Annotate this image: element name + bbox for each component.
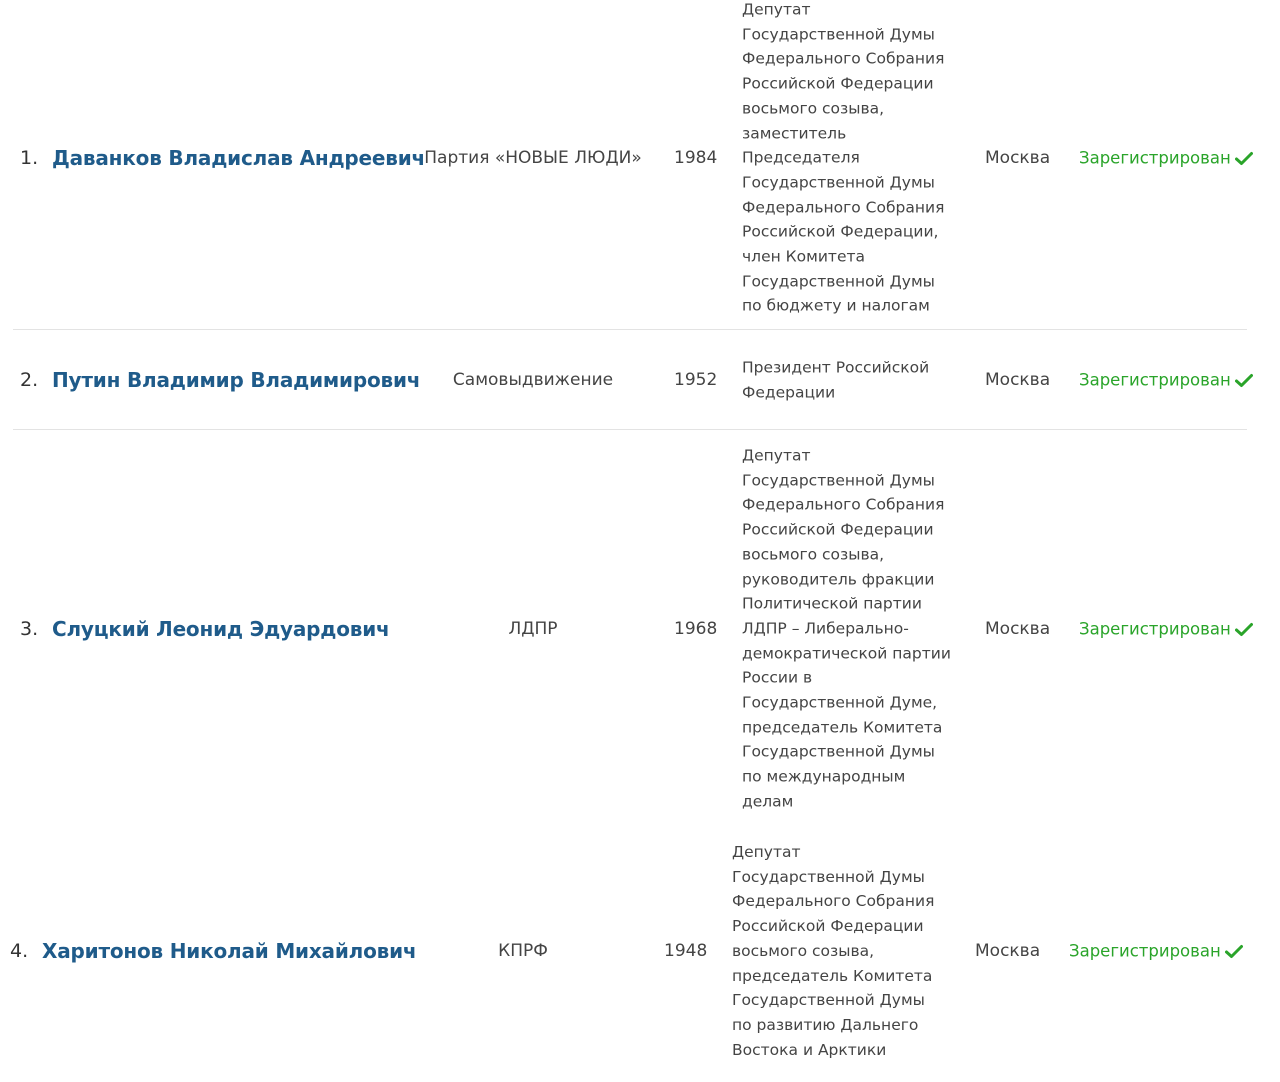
- candidate-status: [1079, 620, 1253, 639]
- candidate-row: [0, 838, 1280, 1064]
- candidate-name-link[interactable]: Даванков Владислав Андреевич: [52, 146, 426, 170]
- candidate-position: Депутат Государственной Думы Федерального Собрания Российской Федерации восьмого созыва, председатель Комитета Государственной Думы по развитию Дальнего Востока и Арктики: [732, 842, 935, 1059]
- row-number: 3.: [20, 618, 39, 640]
- check-icon: [1235, 151, 1253, 165]
- candidate-status: [1079, 149, 1253, 168]
- candidate-birth-year: 1948: [664, 941, 708, 961]
- candidate-party: ЛДПР: [508, 619, 558, 639]
- candidate-row: [0, 330, 1280, 430]
- candidate-position: Депутат Государственной Думы Федерального Собрания Российской Федерации восьмого созыва, заместитель Председателя Государственной Думы Федерального Собрания Российской Федерации, член Комитета Государственной Думы по бюджету и налогам: [742, 0, 945, 315]
- candidate-row: [0, 446, 1280, 811]
- status-label: Зарегистрирован: [1079, 370, 1231, 390]
- candidate-row: [0, 0, 1280, 316]
- candidate-city: Москва: [985, 148, 1051, 168]
- candidate-city: Москва: [985, 619, 1051, 639]
- status-label: Зарегистрирован: [1069, 941, 1221, 961]
- candidate-position: Депутат Государственной Думы Федерального Собрания Российской Федерации восьмого созыва, руководитель фракции Политической партии ЛДПР – Либерально-демократической партии России в Государственной Думе, председатель Комитета Государственной Думы по международным делам: [742, 446, 951, 811]
- candidate-party: Самовыдвижение: [452, 370, 614, 390]
- check-icon: [1225, 944, 1243, 958]
- candidate-birth-year: 1952: [674, 370, 718, 390]
- candidate-name-link[interactable]: Харитонов Николай Михайлович: [42, 939, 417, 963]
- candidate-party: КПРФ: [498, 941, 548, 961]
- candidate-birth-year: 1968: [674, 619, 718, 639]
- candidate-name-link[interactable]: Слуцкий Леонид Эдуардович: [52, 617, 390, 641]
- candidate-party: Партия «НОВЫЕ ЛЮДИ»: [424, 148, 642, 168]
- check-icon: [1235, 373, 1253, 387]
- row-divider: [13, 429, 1247, 430]
- row-number: 2.: [20, 369, 39, 391]
- check-icon: [1235, 622, 1253, 636]
- row-number: 4.: [10, 940, 29, 962]
- candidate-status: [1069, 942, 1243, 961]
- row-number: 1.: [20, 147, 39, 169]
- candidate-birth-year: 1984: [674, 148, 718, 168]
- status-label: Зарегистрирован: [1079, 148, 1231, 168]
- status-label: Зарегистрирован: [1079, 619, 1231, 639]
- candidate-name-link[interactable]: Путин Владимир Владимирович: [52, 368, 421, 392]
- candidate-status: [1079, 371, 1253, 390]
- candidate-position: Президент Российской Федерации: [742, 358, 930, 401]
- candidate-city: Москва: [985, 370, 1051, 390]
- candidate-city: Москва: [975, 941, 1041, 961]
